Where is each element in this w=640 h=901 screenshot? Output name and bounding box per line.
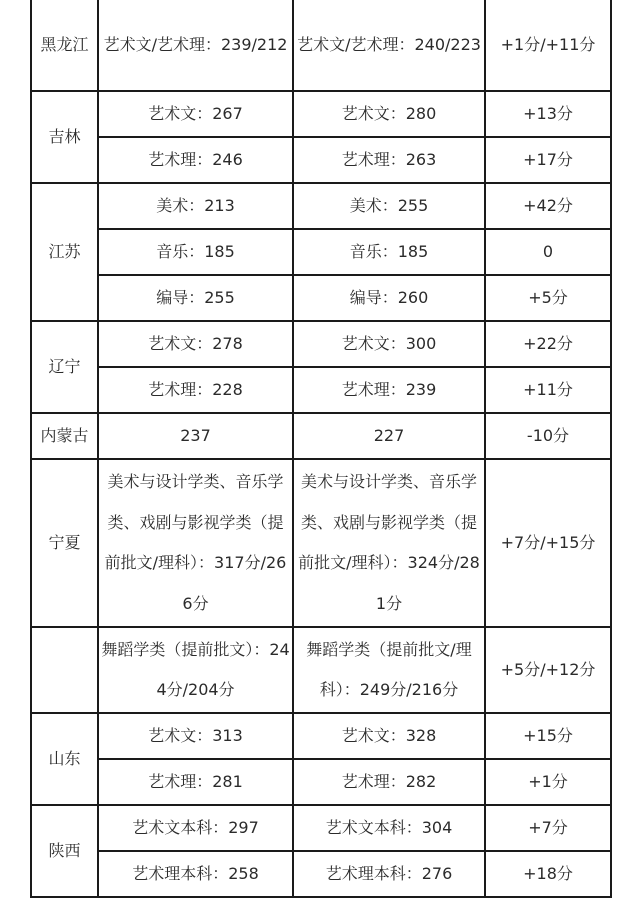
table-row bbox=[31, 229, 611, 275]
score-cell-prev: 艺术理：246 bbox=[98, 137, 293, 183]
score-cell-curr: 美术与设计学类、音乐学类、戏剧与影视学类（提前批文/理科）：324分/281分 bbox=[293, 459, 485, 627]
score-cell-curr: 艺术文本科：304 bbox=[293, 805, 485, 851]
score-table bbox=[30, 0, 612, 898]
province-cell: 黑龙江 bbox=[31, 0, 98, 91]
score-cell-prev: 艺术文：267 bbox=[98, 91, 293, 137]
province-cell: 江苏 bbox=[31, 183, 98, 321]
province-cell: 陕西 bbox=[31, 805, 98, 897]
table-row bbox=[31, 0, 611, 91]
table-row bbox=[31, 367, 611, 413]
table-row bbox=[31, 851, 611, 897]
province-cell: 宁夏 bbox=[31, 459, 98, 627]
score-change-cell: +1分/+11分 bbox=[485, 0, 611, 91]
score-cell-curr: 艺术理：263 bbox=[293, 137, 485, 183]
score-change-cell: +11分 bbox=[485, 367, 611, 413]
score-cell-prev: 编导：255 bbox=[98, 275, 293, 321]
table-row bbox=[31, 321, 611, 367]
score-change-cell: +7分 bbox=[485, 805, 611, 851]
score-cell-prev: 艺术理：281 bbox=[98, 759, 293, 805]
score-change-cell: 0 bbox=[485, 229, 611, 275]
score-change-cell: +17分 bbox=[485, 137, 611, 183]
score-cell-prev: 艺术理：228 bbox=[98, 367, 293, 413]
score-cell-prev: 艺术文：313 bbox=[98, 713, 293, 759]
score-cell-curr: 艺术文：280 bbox=[293, 91, 485, 137]
table-row bbox=[31, 91, 611, 137]
province-cell: 辽宁 bbox=[31, 321, 98, 413]
table-row bbox=[31, 759, 611, 805]
score-change-cell: +22分 bbox=[485, 321, 611, 367]
score-cell-curr: 美术：255 bbox=[293, 183, 485, 229]
score-cell-curr: 编导：260 bbox=[293, 275, 485, 321]
province-cell: 吉林 bbox=[31, 91, 98, 183]
score-cell-prev: 舞蹈学类（提前批文）：244分/204分 bbox=[98, 627, 293, 713]
table-row bbox=[31, 183, 611, 229]
score-cell-prev: 艺术文：278 bbox=[98, 321, 293, 367]
score-change-cell: +42分 bbox=[485, 183, 611, 229]
province-cell: 山东 bbox=[31, 713, 98, 805]
score-change-cell: +5分 bbox=[485, 275, 611, 321]
table-row bbox=[31, 459, 611, 627]
table-row bbox=[31, 275, 611, 321]
table-row bbox=[31, 805, 611, 851]
score-cell-curr: 艺术文：328 bbox=[293, 713, 485, 759]
score-cell-curr: 艺术文/艺术理：240/223 bbox=[293, 0, 485, 91]
score-table-container bbox=[30, 0, 612, 898]
score-change-cell: +1分 bbox=[485, 759, 611, 805]
score-cell-curr: 艺术理：282 bbox=[293, 759, 485, 805]
score-cell-prev: 237 bbox=[98, 413, 293, 459]
score-cell-curr: 艺术理：239 bbox=[293, 367, 485, 413]
score-change-cell: +18分 bbox=[485, 851, 611, 897]
province-cell bbox=[31, 627, 98, 713]
score-cell-prev: 美术：213 bbox=[98, 183, 293, 229]
table-row bbox=[31, 137, 611, 183]
score-cell-prev: 艺术理本科：258 bbox=[98, 851, 293, 897]
score-cell-prev: 艺术文/艺术理：239/212 bbox=[98, 0, 293, 91]
table-row bbox=[31, 627, 611, 713]
table-row bbox=[31, 413, 611, 459]
score-cell-curr: 舞蹈学类（提前批文/理科）：249分/216分 bbox=[293, 627, 485, 713]
score-change-cell: -10分 bbox=[485, 413, 611, 459]
score-cell-prev: 艺术文本科：297 bbox=[98, 805, 293, 851]
score-change-cell: +7分/+15分 bbox=[485, 459, 611, 627]
score-change-cell: +5分/+12分 bbox=[485, 627, 611, 713]
province-cell: 内蒙古 bbox=[31, 413, 98, 459]
score-cell-prev: 音乐：185 bbox=[98, 229, 293, 275]
score-change-cell: +15分 bbox=[485, 713, 611, 759]
table-row bbox=[31, 713, 611, 759]
score-cell-curr: 227 bbox=[293, 413, 485, 459]
score-cell-prev: 美术与设计学类、音乐学类、戏剧与影视学类（提前批文/理科）：317分/266分 bbox=[98, 459, 293, 627]
score-cell-curr: 音乐：185 bbox=[293, 229, 485, 275]
score-cell-curr: 艺术理本科：276 bbox=[293, 851, 485, 897]
score-cell-curr: 艺术文：300 bbox=[293, 321, 485, 367]
score-change-cell: +13分 bbox=[485, 91, 611, 137]
